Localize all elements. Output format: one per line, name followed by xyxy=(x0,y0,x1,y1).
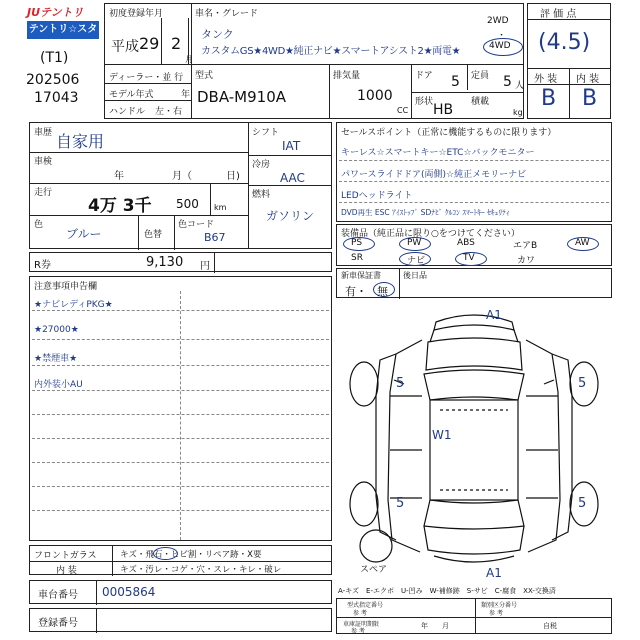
divider xyxy=(339,160,609,161)
displacement-label: 排気量 xyxy=(333,71,361,81)
era-year: 29 xyxy=(139,34,160,53)
windshield-damage-mark: W1 xyxy=(432,428,452,442)
equipment-label: 装備品（純正品に限り○をつけてください） xyxy=(341,229,520,239)
front-glass-circle xyxy=(153,547,178,560)
registration-label: 登録番号 xyxy=(38,618,78,629)
divider xyxy=(105,64,523,65)
mileage-label: 走行 xyxy=(34,188,53,198)
model-label: 型式 xyxy=(195,71,214,81)
shift: IAT xyxy=(282,139,301,153)
divider xyxy=(32,310,329,311)
divider xyxy=(32,365,329,366)
inspection-label: 車検 xyxy=(34,157,53,167)
interior-label: 内 装 xyxy=(56,566,77,576)
divider xyxy=(30,215,248,216)
note-item: ★禁煙車★ xyxy=(34,354,78,364)
inspection-day: 日) xyxy=(226,171,240,182)
category-label: 類別区分番号 xyxy=(481,602,518,609)
recycle-unit: 円 xyxy=(200,261,210,272)
tax-label: 自税 xyxy=(543,622,557,630)
equip-airbag: エアB xyxy=(513,241,538,251)
note-item: 内外装小AU xyxy=(34,380,83,390)
sheet-number-1: 202506 xyxy=(26,72,80,88)
divider xyxy=(191,4,192,118)
model-cert-ref: 参 考 xyxy=(353,610,367,617)
shift-label: シフト xyxy=(252,128,280,138)
ac: AAC xyxy=(280,171,305,185)
model: DBA-M910A xyxy=(197,88,287,106)
spare-label: スペア xyxy=(360,565,388,575)
model-year-label: モデル年式 xyxy=(109,90,154,100)
divider xyxy=(32,438,329,439)
drive-4wd: 4WD xyxy=(489,41,511,51)
kg-unit: kg xyxy=(513,108,523,117)
car-diagram xyxy=(336,300,612,585)
garage-cert-ref: 参 考 xyxy=(351,628,365,635)
header-box xyxy=(104,3,524,119)
car-name-label: 車名・グレード xyxy=(195,9,259,19)
selling-point: キーレス☆スマートキー☆ETC☆バックモニター xyxy=(341,148,535,158)
divider xyxy=(32,390,329,391)
divider xyxy=(248,155,331,156)
divider xyxy=(138,215,139,250)
divider xyxy=(30,152,248,153)
equip-navi: ナビ xyxy=(407,256,426,266)
score-box xyxy=(527,3,611,119)
note-item: ★27000★ xyxy=(34,325,79,335)
door: 5 xyxy=(451,74,460,90)
divider xyxy=(96,609,97,633)
info-box xyxy=(29,122,332,249)
usage: 自家用 xyxy=(56,132,105,151)
divider xyxy=(32,462,329,463)
shape: HB xyxy=(433,102,454,118)
logo-top: JUテントリ xyxy=(27,6,84,19)
divider xyxy=(411,92,523,93)
ac-label: 冷房 xyxy=(252,160,271,170)
wheel-rl-mark: 5 xyxy=(396,496,405,511)
rear-damage-mark: A1 xyxy=(486,566,502,580)
divider xyxy=(329,64,330,118)
selling-point: DVD再生 ESC ｱｲｽﾄｯﾌﾟ SDﾅﾋﾞ ｸﾙｺﾝ ｽﾏｰﾄｷｰ ｾｷｭﾘﾃｨ xyxy=(341,208,510,217)
equip-pw: PW xyxy=(407,238,422,248)
color-label: 色 xyxy=(34,220,44,230)
equipment-box xyxy=(336,224,612,266)
logo xyxy=(27,4,99,53)
selling-points-label: セールスポイント（正常に機能するものに限ります） xyxy=(341,128,557,138)
grade: カスタムGS★4WD★純正ナビ★スマートアシスト2★両電★ xyxy=(201,46,461,57)
front-glass-value: キズ・飛石・ヒビ割・リペア跡・X要 xyxy=(120,550,262,560)
first-reg-label: 初度登録年月 xyxy=(109,9,164,19)
warranty-circled: 無 xyxy=(377,285,388,298)
equip-aw: AW xyxy=(575,238,590,248)
chassis-number: 0005864 xyxy=(102,585,156,599)
exterior-label: 外 装 xyxy=(534,74,558,85)
handle-value: 左・右 xyxy=(155,107,183,117)
registration-box xyxy=(29,608,332,632)
score-label: 評 価 点 xyxy=(540,9,577,20)
equip-sr: SR xyxy=(351,253,363,263)
damage-legend: A-キズ E-エクボ U-凹み W-補修跡 S-サビ C-腐食 XX-交換済 xyxy=(338,587,556,595)
later-label: 後日品 xyxy=(403,271,427,280)
warranty-label: 新車保証書 xyxy=(341,271,381,280)
divider xyxy=(528,84,610,85)
displacement: 1000 xyxy=(357,88,393,104)
selling-points-box xyxy=(336,122,612,222)
selling-point: LEDヘッドライト xyxy=(341,191,413,201)
divider xyxy=(528,19,610,20)
month-unit: 月 xyxy=(185,55,193,64)
chassis-box xyxy=(29,580,332,604)
divider xyxy=(210,183,211,215)
divider xyxy=(32,414,329,415)
divider xyxy=(30,183,248,184)
color-code-label: 色コード xyxy=(178,220,215,230)
recycle-label: R券 xyxy=(34,260,51,271)
capacity: 5 xyxy=(503,74,512,90)
grade-code: (T1) xyxy=(40,50,69,66)
equip-ps: PS xyxy=(351,238,363,248)
fuel-label: 燃料 xyxy=(252,190,271,200)
warranty-value: 有・ xyxy=(345,285,367,298)
fuel: ガソリン xyxy=(266,209,315,223)
era: 平成 xyxy=(111,39,139,55)
divider xyxy=(174,215,175,250)
cert-box xyxy=(336,598,612,634)
divider xyxy=(30,561,331,562)
divider xyxy=(467,64,468,90)
equip-tv: TV xyxy=(463,253,475,263)
equip-abs: ABS xyxy=(457,238,475,248)
dealer-label: ディーラー・並 行 xyxy=(109,73,184,83)
logo-bottom: テントリ☆スター xyxy=(27,21,99,39)
exterior-grade: B xyxy=(541,86,557,111)
divider xyxy=(96,581,97,605)
year-label: 年 xyxy=(181,90,191,100)
selling-point: パワースライドドア(両側)☆純正メモリーナビ xyxy=(341,170,527,180)
notes-box xyxy=(29,276,332,541)
wheel-fl-mark: 5 xyxy=(396,376,405,391)
interior-grade: B xyxy=(582,86,598,111)
glass-box xyxy=(29,545,332,575)
drive-dot: ・ xyxy=(497,31,507,41)
divider xyxy=(339,181,609,182)
handle-label: ハンドル xyxy=(109,107,146,117)
color: ブルー xyxy=(66,227,102,241)
divider xyxy=(411,64,412,118)
front-damage-mark: A1 xyxy=(486,308,502,322)
category-ref: 参 考 xyxy=(489,610,503,617)
mileage: 4万 3千 xyxy=(88,196,152,216)
warranty-box xyxy=(336,268,612,298)
cc-unit: CC xyxy=(397,106,409,115)
divider xyxy=(475,599,476,633)
wheel-rr-mark: 5 xyxy=(578,496,587,511)
recycle-box xyxy=(29,252,332,272)
usage-label: 車歴 xyxy=(34,128,53,138)
divider xyxy=(339,202,609,203)
interior-label: 内 装 xyxy=(576,74,600,85)
car-name: タンク xyxy=(201,28,234,41)
inspection-month: 月（ xyxy=(172,171,192,182)
model-cert-label: 型式指定番号 xyxy=(347,602,384,609)
divider xyxy=(248,185,331,186)
score: (4.5) xyxy=(538,30,591,55)
divider xyxy=(32,510,329,511)
wheel-fr-mark: 5 xyxy=(578,376,587,391)
divider xyxy=(399,269,400,299)
equip-leather: カワ xyxy=(517,256,536,266)
front-glass-label: フロントガラス xyxy=(34,551,97,561)
garage-cert-date: 年 月 xyxy=(421,622,449,630)
interior-value: キズ・汚レ・コゲ・穴・スレ・キレ・破レ xyxy=(120,565,282,575)
recycle: 9,130 xyxy=(146,255,184,270)
divider xyxy=(32,486,329,487)
divider xyxy=(105,83,191,84)
divider xyxy=(337,617,611,618)
inspection-year: 年 xyxy=(114,171,124,182)
shape-label: 形状 xyxy=(415,97,434,107)
drive-2wd: 2WD xyxy=(487,16,509,26)
divider xyxy=(214,253,215,273)
door-label: ドア xyxy=(415,71,433,81)
garage-cert-label: 車庫証明期限 xyxy=(343,621,380,628)
divider xyxy=(32,339,329,340)
mileage-sub: 500 xyxy=(176,197,199,211)
km-unit: km xyxy=(214,203,227,212)
color-change-label: 色替 xyxy=(144,230,163,240)
divider xyxy=(105,100,191,101)
month: 2 xyxy=(171,34,182,53)
capacity-unit: 人 xyxy=(515,81,525,91)
divider xyxy=(569,68,570,118)
note-item: ★ナビレディPKG★ xyxy=(34,300,113,310)
car-outline xyxy=(336,300,612,585)
sheet-number-2: 17043 xyxy=(34,90,79,106)
load-label: 積載 xyxy=(471,97,490,107)
color-code: B67 xyxy=(204,231,226,244)
chassis-label: 車台番号 xyxy=(38,590,78,601)
capacity-label: 定員 xyxy=(471,71,490,81)
divider xyxy=(180,291,181,540)
notes-label: 注意事項申告欄 xyxy=(34,282,98,292)
